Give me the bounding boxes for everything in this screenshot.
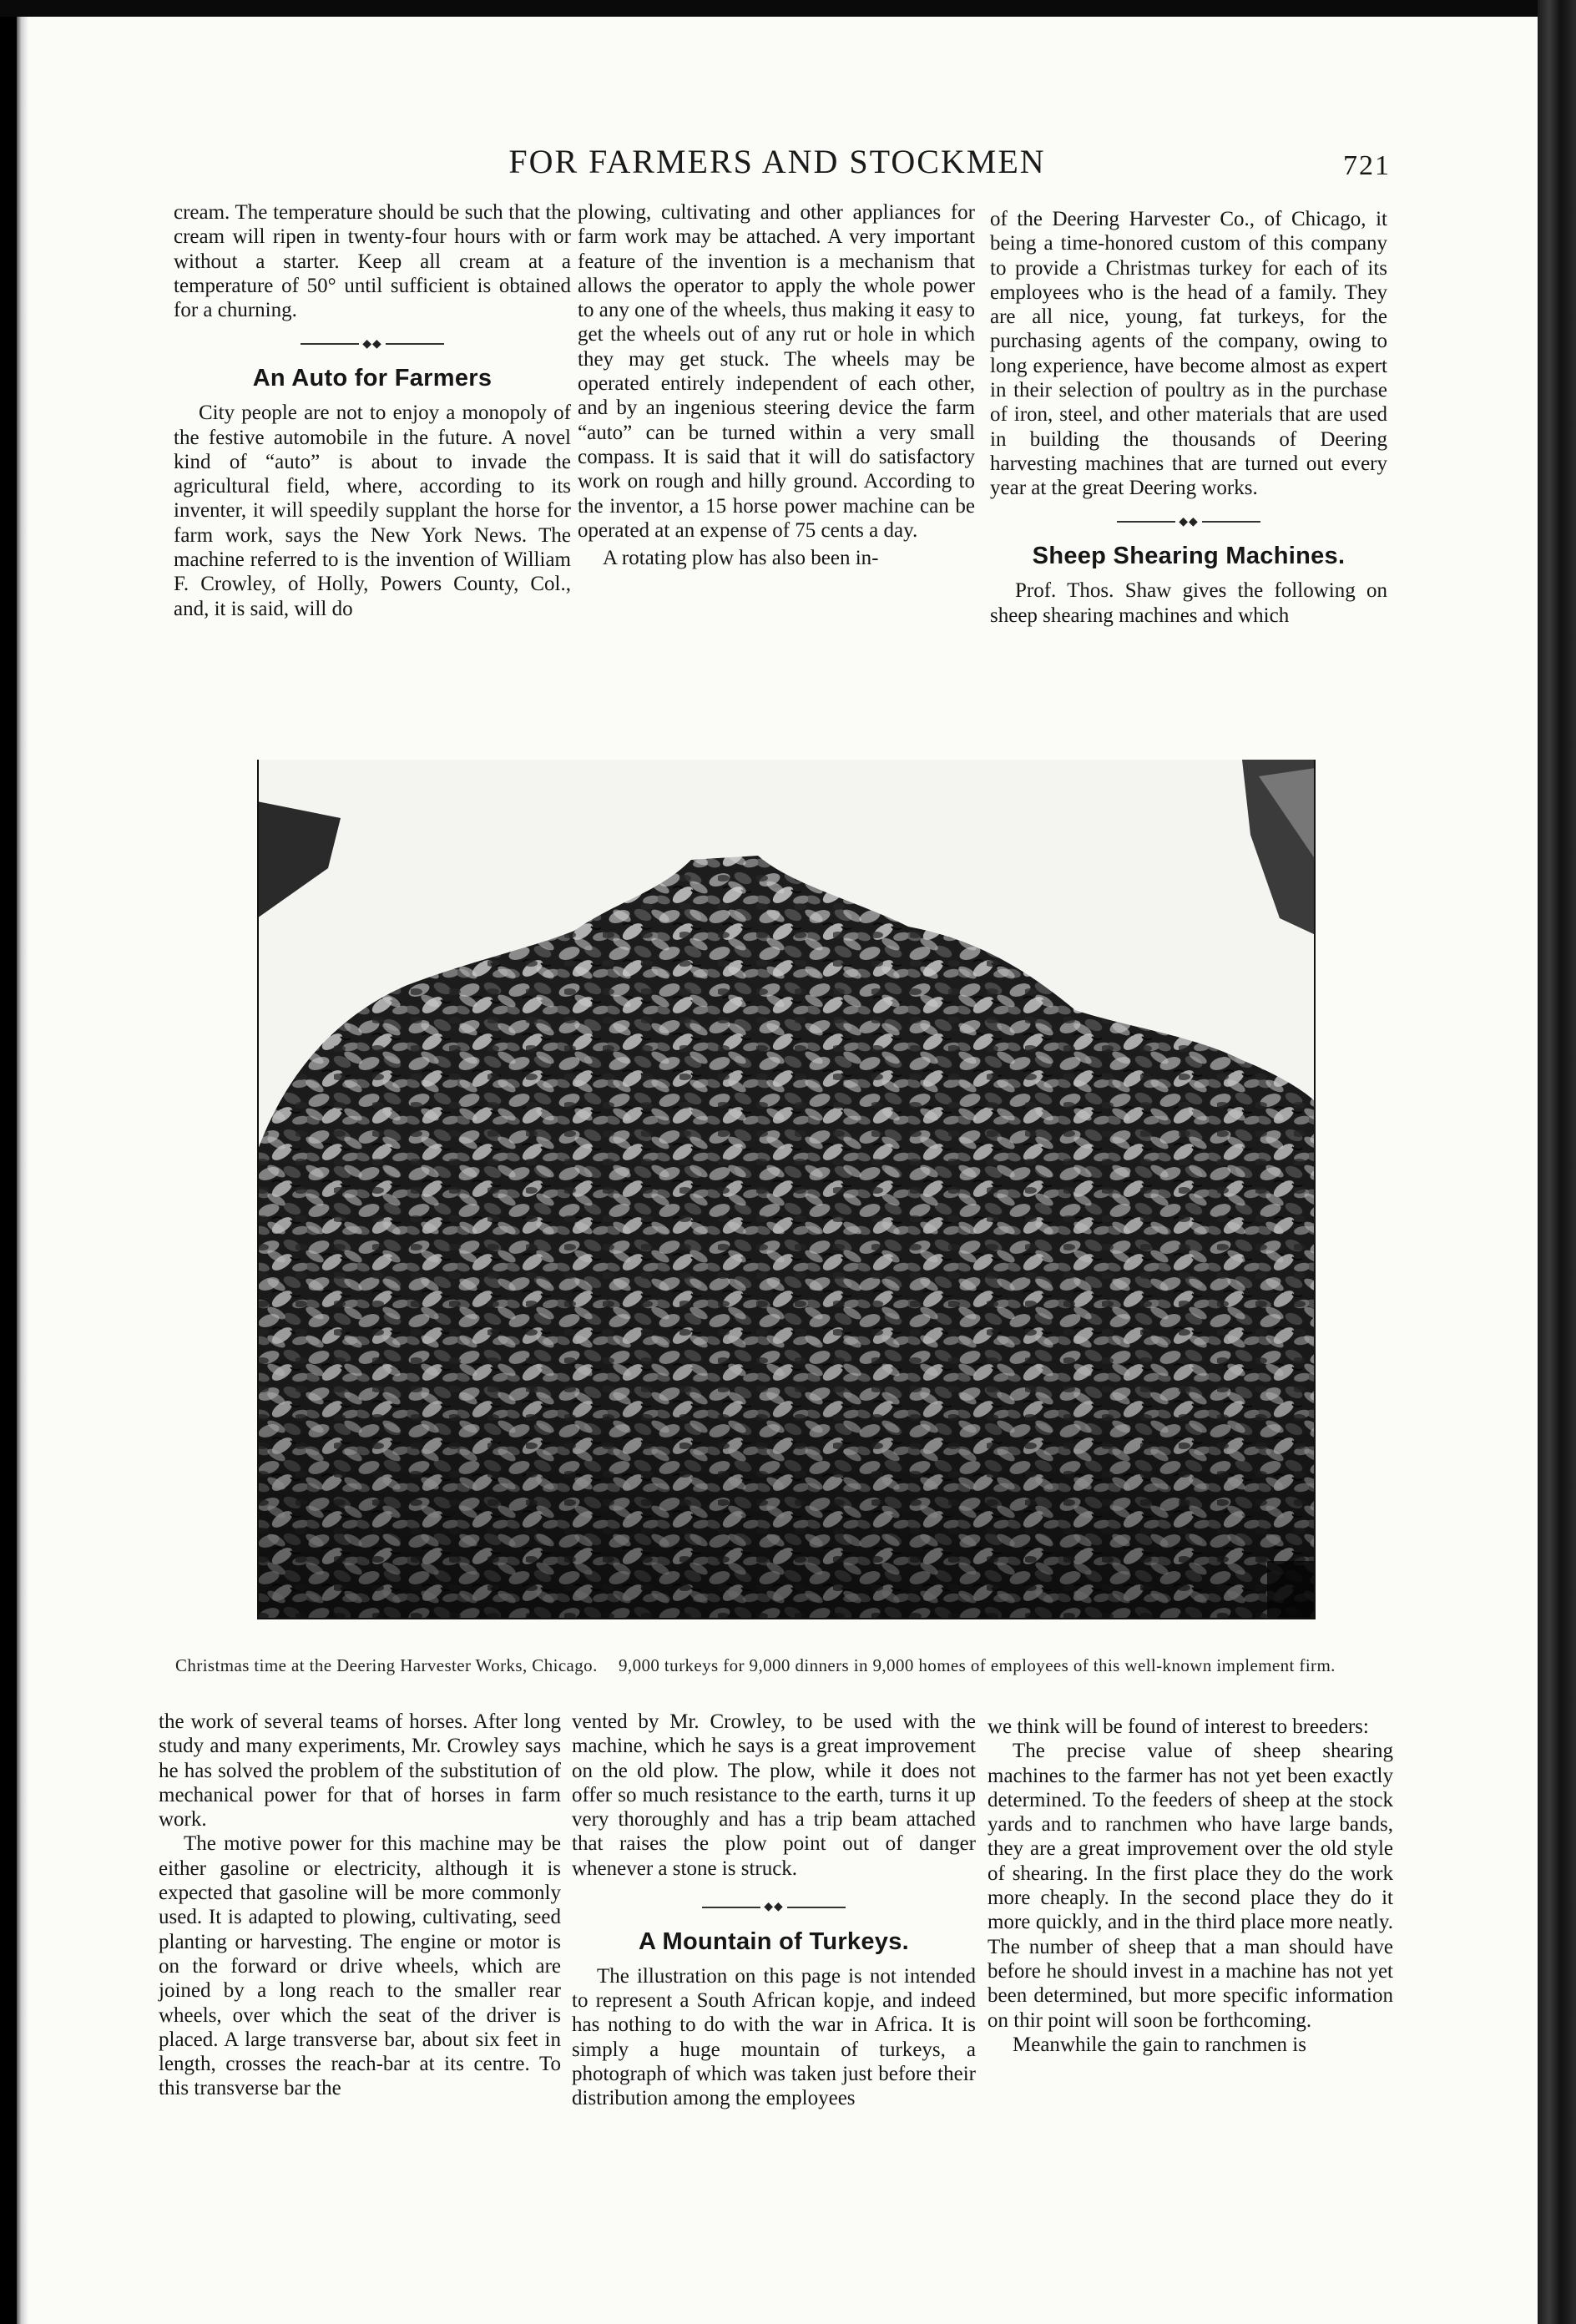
bottom-column-2 [572, 1710, 976, 2111]
paragraph: we think will be found of interest to breeders: [988, 1715, 1369, 1738]
paragraph: A rotating plow has also been in- [603, 547, 879, 570]
paragraph: The illustration on this page is not intended to represent a South African kopje, and indeed has nothing to do with the war in Africa. It is simply a huge mountain of turkeys, a photograph of which was taken just before their distribution among the employees [572, 1964, 976, 2110]
top-column-2 [578, 200, 975, 570]
article-heading: An Auto for Farmers [252, 365, 492, 392]
article-heading: Sheep Shearing Machines. [1032, 543, 1346, 570]
paragraph: the work of several teams of horses. After long study and many experiments, Mr. Crowley says he has solved the problem of the substitution of mechanical power for that of horses in farm work. [159, 1710, 561, 1831]
top-column-1 [174, 200, 571, 621]
section-separator: ◆◆ [572, 1894, 976, 1920]
scan-top-edge [0, 0, 1576, 17]
section-separator: ◆◆ [174, 331, 571, 356]
paragraph: City people are not to enjoy a monopoly of the festive automobile in the future. A novel kind of “auto” is about to invade the agricultural field, where, according to its inventer, it will speedily supplant the horse for farm work, says the New York News. The machine referred to is the invention of William F. Crowley, of Holly, Powers County, Col., and, it is said, will do [174, 402, 571, 620]
photo-caption [175, 1655, 1394, 1676]
photo-border [257, 760, 1316, 1619]
bottom-column-3 [988, 1715, 1393, 2057]
bottom-column-1 [159, 1710, 561, 2101]
section-separator: ◆◆ [990, 509, 1387, 535]
book-page [17, 17, 1538, 2324]
turkey-mountain-photo [257, 760, 1316, 1619]
page-number: 721 [1343, 150, 1391, 181]
paragraph: vented by Mr. Crowley, to be used with the machine, which he says is a great improvement on the old plow. The plow, while it does not offer so much resistance to the earth, turns it up very thoroughly and has a trip beam attached that raises the plow point out of danger whenever a stone is struck. [572, 1710, 976, 1880]
caption-left: Christmas time at the Deering Harvester Works, Chicago. [175, 1655, 598, 1675]
paragraph: plowing, cultivating and other appliances for farm work may be attached. A very important feature of the invention is a mechanism that allows the operator to apply the whole power to any one of the wheels, thus making it easy to get the wheels out of any rut or hole in which they may get stuck. The wheels may be operated entirely independent of each other, and by an ingenious steering device the farm “auto” can be turned within a very small compass. It is said that it will do satisfactory work on rough and hilly ground. According to the inventor, a 15 horse power machine can be operated at an expense of 75 cents a day. [578, 201, 975, 542]
paragraph: Meanwhile the gain to ranchmen is [1013, 2033, 1306, 2056]
article-heading: A Mountain of Turkeys. [639, 1927, 909, 1955]
top-column-3 [990, 207, 1387, 628]
paragraph: Prof. Thos. Shaw gives the following on sheep shearing machines and which [990, 579, 1387, 627]
paragraph: The motive power for this machine may be either gasoline or electricity, although it is expected that gasoline will be more commonly used. It is adapted to plowing, cultivating, seed planting or harvesting. The engine or motor is on the forward or drive wheels, which are joined by a long reach to the smaller rear wheels, over which the seat of the driver is placed. A large transverse bar, about six feet in length, crosses the reach-bar at its centre. To this transverse bar the [159, 1832, 561, 2100]
page-gutter-shadow [17, 17, 28, 2324]
paragraph: The precise value of sheep shearing machines to the farmer has not yet been exactly determined. To the feeders of sheep at the stock yards and to ranchmen who have large bands, they are a great improvement over the old style of shearing. In the first place they do the work more cheaply. In the second place they do it more quickly, and in the third place more neatly. The number of sheep that a man should have before he should invest in a machine has not yet been determined, but more specific information on thir point will soon be forthcoming. [988, 1740, 1393, 2032]
book-binding [1538, 0, 1576, 2324]
paragraph: cream. The temperature should be such that the cream will ripen in twenty-four hours with or without a starter. Keep all cream at a temperature of 50° until sufficient is obtained for a churning. [174, 201, 571, 322]
running-head: FOR FARMERS AND STOCKMEN [508, 143, 1046, 180]
caption-right: 9,000 turkeys for 9,000 dinners in 9,000 homes of employees of this well-known implement firm. [619, 1655, 1336, 1675]
paragraph: of the Deering Harvester Co., of Chicago, it being a time-honored custom of this company to provide a Christmas turkey for each of its employees who is the head of a family. They are all nice, young, fat turkeys, for the purchasing agents of the company, owing to long experience, have become almost as expert in their selection of poultry as in the purchase of iron, steel, and other materials that are used in building the thousands of Deering harvesting machines that are turned out every year at the great Deering works. [990, 208, 1387, 500]
